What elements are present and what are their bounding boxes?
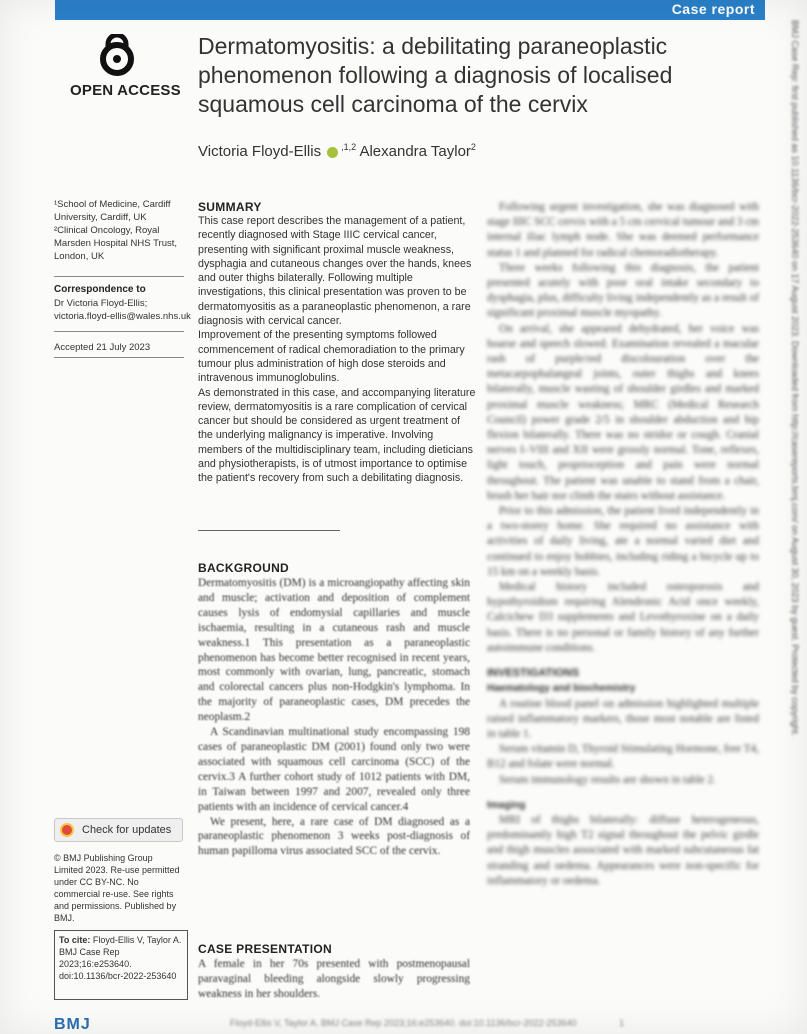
divider — [54, 276, 184, 277]
author-name[interactable]: Alexandra Taylor — [359, 143, 471, 160]
paragraph: Medical history included osteoporosis and hypothyroidism requiring Alendronic Acid once weekly, Calcichew D3 supplements and Levothyroxine on a daily basis. There is no personal or family history of any further autoimmune conditions. — [487, 581, 759, 654]
affiliation: ²Clinical Oncology, Royal Marsden Hospital NHS Trust, London, UK — [54, 225, 178, 262]
author-affiliation-marker: ,1,2 — [341, 142, 357, 152]
bmj-logo: BMJ — [54, 1016, 91, 1033]
paragraph: Improvement of the presenting symptoms followed commencement of radical chemoradiation to the primary tumour plus administration of high dose steroids and intravenous immunoglobulins. — [198, 329, 465, 385]
correspondence-email[interactable]: victoria.floyd-ellis@wales.nhs.uk — [54, 311, 191, 322]
check-updates-icon — [60, 823, 74, 837]
paragraph: A female in her 70s presented with postmenopausal paravaginal bleeding alongside slowly progressing weakness in her shoulders. — [198, 958, 470, 1000]
correspondence-name: Dr Victoria Floyd-Ellis; — [54, 298, 148, 309]
paragraph: Serum immunology results are shown in table 2. — [499, 773, 716, 786]
author-list — [198, 142, 476, 160]
paragraph: Prior to this admission, the patient lived independently in a two-storey home. She required no assistance with activities of daily living, ate a normal varied diet and continued to enjoy hobbies, including riding a bicycle up to 15 km on a weekly basis. — [487, 505, 759, 578]
paragraph: A routine blood panel on admission highlighted multiple raised inflammatory markers, those most notable are listed in table 1. — [487, 697, 759, 740]
paragraph: On arrival, she appeared dehydrated, her voice was hoarse and speech slowed. Examination revealed a macular rash of purple/red discolouration over the metacarpophalangeal joints, outer thighs and knees bilaterally, muscle wasting of shoulder girdles and marked proximal muscle weakness; MRC (Medical Research Council) power grade 2/5 in shoulder abduction and hip flexion bilaterally. There was no stridor or cough. Cranial nerves I–VIII and XII were grossly normal. Tone, reflexes, light touch, proprioception and pain were normal throughout. The patient was unable to stand from a chair, brush her hair nor climb the stairs without assistance. — [487, 322, 759, 502]
header-bar — [55, 0, 765, 20]
author-affiliation-marker: 2 — [470, 142, 476, 152]
vertical-download-note — [788, 20, 802, 1010]
copyright-notice: © BMJ Publishing Group Limited 2023. Re-use permitted under CC BY-NC. No commercial re-use. See rights and permissions. Published by BMJ. — [54, 853, 180, 923]
investigations-heading: INVESTIGATIONS — [487, 667, 580, 680]
case-presentation-text — [198, 957, 470, 1002]
paragraph: Following urgent investigation, she was diagnosed with stage IIIC SCC cervix with a 5 cm cervical tumour and 3 cm internal iliac lymph node. She was deemed performance status 1 and planned for radical chemoradiotherapy. — [487, 201, 759, 259]
imaging-heading: Imaging — [487, 799, 526, 811]
section-tag: Case report — [671, 1, 755, 17]
author-name[interactable]: Victoria Floyd-Ellis — [198, 143, 322, 160]
paragraph: This case report describes the management of a patient, recently diagnosed with Stage IIIC cervical cancer, presenting with significant proximal muscle weakness, dysphagia and cutaneous changes over the hands, knees and outer thighs bilaterally. Following multiple investigations, this clinical presentation was proven to be dermatomyositis as a paraneoplastic phenomenon, a rare diagnosis with cervical cancer. — [198, 215, 472, 328]
paragraph: Dermatomyositis (DM) is a microangiopathy affecting skin and muscle; activation and deposition of complement causes lysis of endomysial capillaries and muscle ischaemia, resulting in a cutaneous rash and muscle weakness.1 This presentation as a paraneoplastic phenomenon has become better recognised in recent years, most commonly with ovarian, lung, pancreatic, stomach and colorectal cancers plus non-Hodgkin's lymphoma. In the majority of paraneoplastic cases, DM precedes the neoplasm.2 — [198, 577, 470, 724]
citation-box — [54, 930, 188, 1000]
cite-text: Floyd-Ellis V, Taylor A. BMJ Case Rep 2023;16:e253640. doi:10.1136/bcr-2022-253640 — [59, 935, 182, 981]
summary-heading: SUMMARY — [198, 200, 262, 214]
haematology-heading: Haematology and biochemistry — [487, 683, 636, 695]
download-note-text: BMJ Case Rep: first published as 10.1136/bcr-2022-253640 on 17 August 2023. Downloaded from http://casereports.bmj.com/ on August 30, 2023 by guest. Protected by copyright. — [790, 20, 800, 737]
page-number: 1 — [619, 1018, 625, 1028]
paragraph: A Scandinavian multinational study encompassing 198 cases of paraneoplastic DM (2001) found only two were associated with squamous cell carcinoma (SCC) of the cervix.3 A further cohort study of 1012 patients with DM, in Taiwan between 1997 and 2007, revealed only three patients with an incidence of cervical cancer.4 — [198, 726, 470, 813]
article-title: Dermatomyositis: a debilitating paraneoplastic phenomenon following a diagnosis of localised squamous cell carcinoma of the cervix — [198, 33, 673, 117]
correspondence-heading: Correspondence to — [54, 284, 146, 295]
right-column — [487, 200, 759, 889]
paragraph: Three weeks following this diagnosis, the patient presented acutely with poor oral intake secondary to dysphagia, plus, difficulty living independently as a result of significant proximal muscle myopathy. — [487, 261, 759, 320]
spacer — [487, 656, 759, 666]
page-footer — [230, 1018, 624, 1028]
affiliation: ¹School of Medicine, Cardiff University, Cardiff, UK — [54, 199, 171, 223]
paragraph: MRI of thighs bilaterally: diffuse heterogeneous, predominantly high T2 signal throughout the pelvic girdle and thigh muscles associated with marked subcutaneous fat stranding and oedema. Appearances were non-specific for inflammatory or oedema. — [487, 813, 759, 887]
footer-citation: Floyd-Ellis V, Taylor A. BMJ Case Rep 2023;16:e253640. doi:10.1136/bcr-2022-253640 — [230, 1018, 577, 1028]
open-access-icon — [96, 34, 138, 76]
spacer — [487, 788, 759, 798]
divider — [198, 530, 340, 531]
divider — [54, 331, 184, 332]
paragraph: As demonstrated in this case, and accompanying literature review, dermatomyositis is a rare complication of cervical cancer but should be considered as urgent treatment of the underlying malignancy is imperative. Involving members of the multidisciplinary team, including dieticians and physiotherapists, is of utmost importance to optimise the patient's recovery from such a debilitating diagnosis. — [198, 386, 476, 485]
affiliations — [54, 198, 189, 263]
cite-label: To cite: — [59, 935, 91, 945]
summary-text — [198, 214, 476, 486]
paragraph: Serum vitamin D, Thyroid Stimulating Hormone, free T4, B12 and folate were normal. — [487, 743, 759, 771]
accepted-date: Accepted 21 July 2023 — [54, 342, 151, 353]
check-updates-label: Check for updates — [82, 824, 172, 836]
paragraph: We present, here, a rare case of DM diagnosed as a paraneoplastic phenomenon 3 weeks post-diagnosis of human papilloma virus associated SCC of the cervix. — [198, 815, 470, 858]
case-presentation-heading: CASE PRESENTATION — [198, 942, 333, 956]
background-heading: BACKGROUND — [198, 561, 289, 575]
orcid-icon[interactable] — [327, 147, 338, 158]
background-text — [198, 576, 470, 859]
open-access-label: OPEN ACCESS — [70, 82, 181, 99]
correspondence-details — [54, 297, 194, 323]
divider — [54, 357, 184, 358]
check-for-updates-button[interactable] — [54, 818, 183, 842]
